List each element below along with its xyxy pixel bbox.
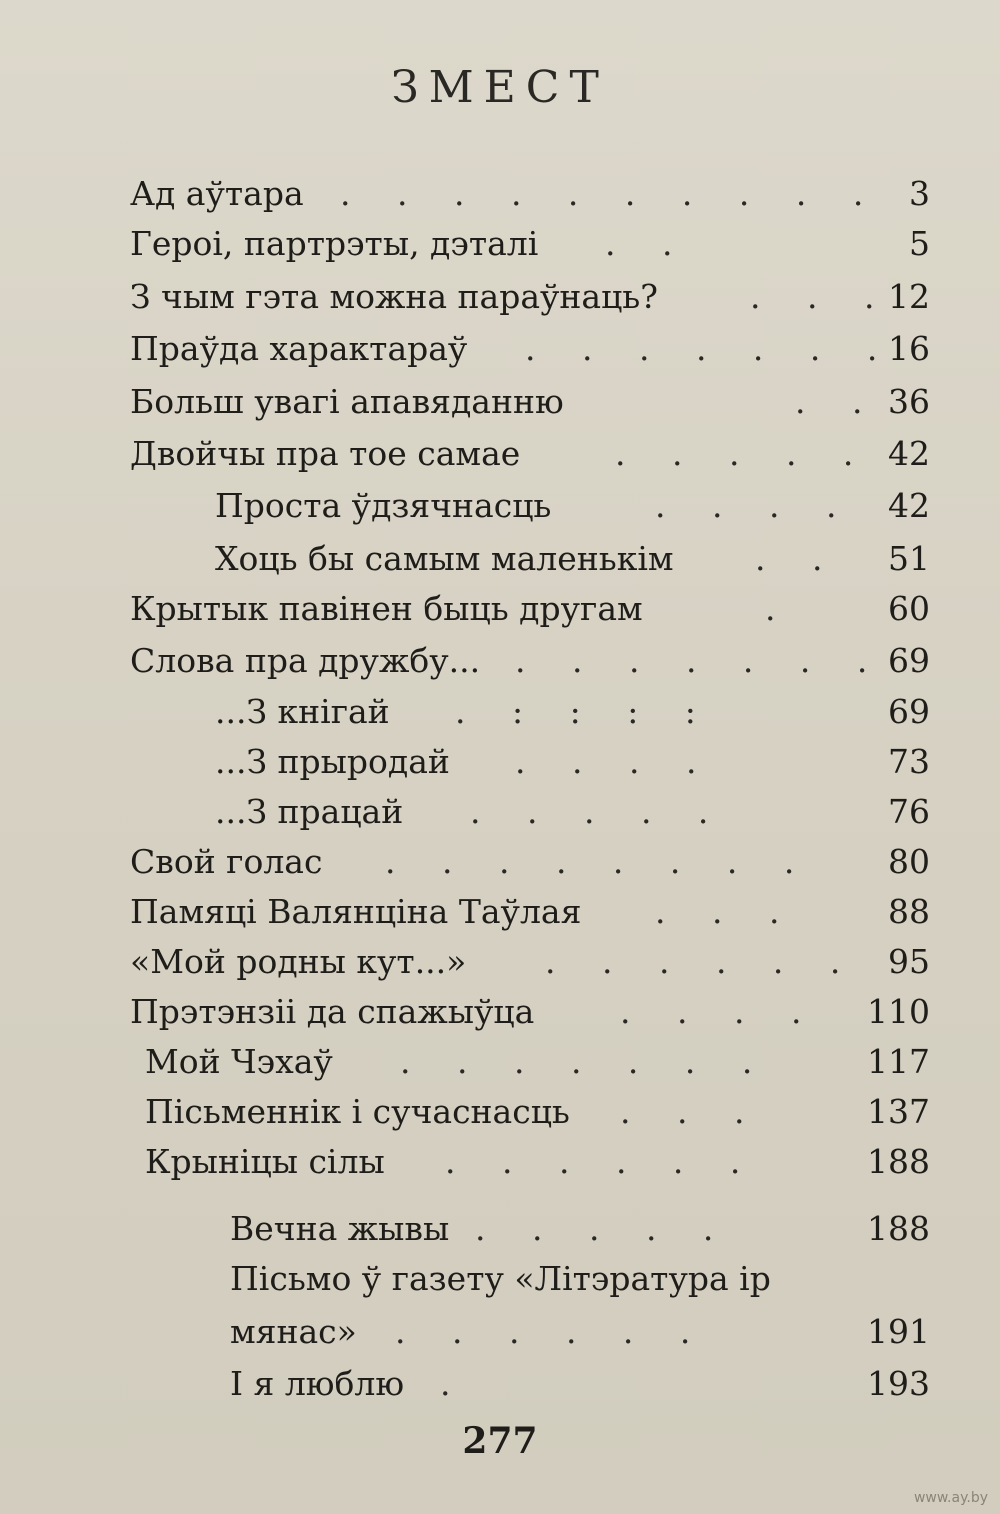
leader-dots: . . . . . <box>475 1209 732 1248</box>
toc-entry-title: Героі, партрэты, дэталі <box>130 224 539 263</box>
toc-entry <box>230 1308 930 1356</box>
toc-entry <box>130 220 930 268</box>
toc-entry <box>130 170 930 218</box>
toc-entry <box>130 430 930 478</box>
toc-entry <box>130 938 930 986</box>
leader-dots: . . . <box>620 1092 763 1131</box>
toc-entry <box>230 1255 930 1303</box>
leader-dots: . : : : : <box>455 692 714 731</box>
toc-entry <box>145 1038 930 1086</box>
toc-page-number: 51 <box>888 539 930 578</box>
leader-dots: . <box>440 1364 469 1403</box>
toc-page-number: 3 <box>909 174 930 213</box>
toc-entry <box>130 637 930 685</box>
toc-entry-title: Крытык павінен быць другам <box>130 589 643 628</box>
leader-dots: . . . . <box>655 486 855 525</box>
toc-entry-title: ...З працай <box>215 792 404 831</box>
toc-entry-title: Мой Чэхаў <box>145 1042 333 1081</box>
leader-dots: . . . . . . . . <box>385 842 813 881</box>
toc-entry <box>230 1360 930 1408</box>
toc-entry-title: Ад аўтара <box>130 174 304 213</box>
leader-dots: . . . . . <box>615 434 872 473</box>
leader-dots: . . . . . . . <box>515 641 886 680</box>
leader-dots: . <box>765 589 794 628</box>
page-number: 277 <box>462 1420 538 1462</box>
toc-entry-title: І я люблю <box>230 1364 405 1403</box>
toc-entry-title: Больш увагі апавяданню <box>130 382 564 421</box>
toc-page-number: 76 <box>888 792 930 831</box>
toc-entry <box>130 888 930 936</box>
leader-dots: . . . . <box>515 742 715 781</box>
leader-dots: . . <box>755 539 841 578</box>
toc-entry-title: Вечна жывы <box>230 1209 450 1248</box>
toc-entry <box>130 988 930 1036</box>
toc-entry-title: мянас» <box>230 1312 357 1351</box>
toc-entry <box>215 788 930 836</box>
toc-entry-title: Слова пра дружбу... <box>130 641 481 680</box>
toc-entry-title: «Мой родны кут...» <box>130 942 467 981</box>
toc-entry <box>215 688 930 736</box>
toc-page-number: 5 <box>909 224 930 263</box>
toc-page-number: 12 <box>888 277 930 316</box>
toc-entry <box>230 1205 930 1253</box>
toc-entry <box>130 273 930 321</box>
toc-page-number: 69 <box>888 641 930 680</box>
toc-page-number: 110 <box>867 992 930 1031</box>
toc-page-number: 88 <box>888 892 930 931</box>
leader-dots: . . . . . . <box>445 1142 759 1181</box>
toc-entry-title: З чым гэта можна параўнаць? <box>130 277 658 316</box>
leader-dots: . . . . . . . <box>400 1042 771 1081</box>
toc-page-number: 80 <box>888 842 930 881</box>
leader-dots: . . . <box>655 892 798 931</box>
toc-entry <box>130 838 930 886</box>
toc-entry-title: Пісьменнік і сучаснасць <box>145 1092 570 1131</box>
page-title: ЗМЕСТ <box>391 62 609 113</box>
toc-entry <box>130 325 930 373</box>
toc-entry-title: Праўда характараў <box>130 329 468 368</box>
toc-page-number: 193 <box>867 1364 930 1403</box>
toc-entry-title: Хоць бы самым маленькім <box>215 539 674 578</box>
toc-page-number: 117 <box>867 1042 930 1081</box>
leader-dots: . . . . . . . <box>525 329 896 368</box>
toc-page-number: 188 <box>867 1142 930 1181</box>
toc-entry <box>130 585 930 633</box>
toc-entry-title: Пісьмо ў газету «Літэратура ір <box>230 1259 771 1298</box>
leader-dots: . . . . . <box>470 792 727 831</box>
leader-dots: . . . . <box>620 992 820 1031</box>
toc-page-number: 73 <box>888 742 930 781</box>
leader-dots: . . . . . . <box>395 1312 709 1351</box>
toc-page-number: 95 <box>888 942 930 981</box>
toc-page-number: 42 <box>888 434 930 473</box>
toc-page-number: 137 <box>867 1092 930 1131</box>
toc-entry <box>215 482 930 530</box>
toc-page-number: 188 <box>867 1209 930 1248</box>
toc-entry-title: ...З прыродай <box>215 742 450 781</box>
toc-entry-title: ...З кнігай <box>215 692 390 731</box>
toc-entry-title: Проста ўдзячнасць <box>215 486 552 525</box>
toc-entry <box>215 535 930 583</box>
toc-entry <box>130 378 930 426</box>
toc-entry <box>215 738 930 786</box>
leader-dots: . . . <box>750 277 893 316</box>
toc-entry-title: Прэтэнзіі да спажыўца <box>130 992 535 1031</box>
leader-dots: . . <box>795 382 881 421</box>
toc-page-number: 16 <box>888 329 930 368</box>
toc-page-number: 42 <box>888 486 930 525</box>
watermark: www.ay.by <box>913 1490 988 1506</box>
toc-page-number: 69 <box>888 692 930 731</box>
toc-entry-title: Памяці Валянціна Таўлая <box>130 892 582 931</box>
toc-page-number: 60 <box>888 589 930 628</box>
toc-page-number: 36 <box>888 382 930 421</box>
toc-entry-title: Свой голас <box>130 842 323 881</box>
leader-dots: . . <box>605 224 691 263</box>
toc-entry-title: Крыніцы сілы <box>145 1142 385 1181</box>
toc-page-number: 191 <box>867 1312 930 1351</box>
toc-entry <box>145 1088 930 1136</box>
leader-dots: . . . . . . . . . . <box>340 174 882 213</box>
leader-dots: . . . . . . <box>545 942 859 981</box>
toc-entry-title: Двойчы пра тое самае <box>130 434 521 473</box>
toc-entry <box>145 1138 930 1186</box>
